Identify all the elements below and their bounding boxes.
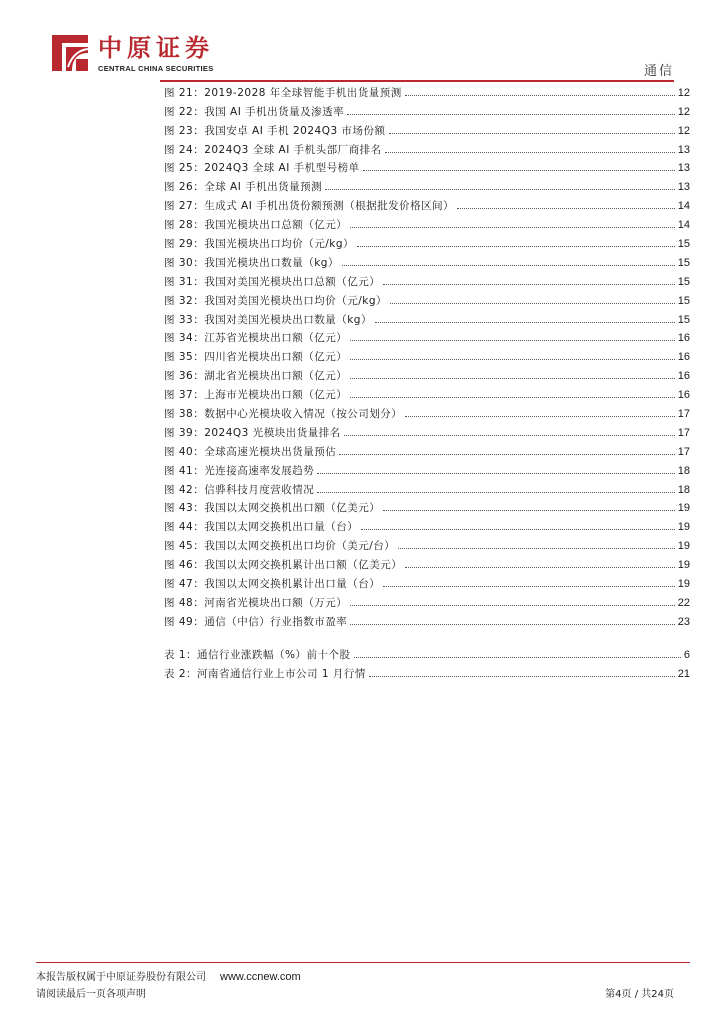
figure-entry-title: 图 34：江苏省光模块出口额（亿元）	[164, 332, 348, 345]
figure-entry-page: 19	[677, 578, 690, 591]
figure-entry-page: 23	[677, 615, 690, 628]
dot-leader	[350, 227, 675, 228]
figure-entry-page: 14	[677, 219, 690, 232]
figure-entry-page: 19	[677, 521, 690, 534]
figure-entry-title: 图 21：2019-2028 年全球智能手机出货量预测	[164, 86, 402, 99]
figure-entry-page: 15	[677, 256, 690, 269]
figure-entry[interactable]	[164, 345, 690, 364]
figure-entry[interactable]	[164, 308, 690, 327]
figure-entry-title: 图 39：2024Q3 光模块出货量排名	[164, 426, 341, 439]
dot-leader	[383, 586, 675, 587]
figure-entry-page: 12	[677, 105, 690, 118]
figure-entry[interactable]	[164, 515, 690, 534]
copyright-text: 本报告版权属于中原证券股份有限公司	[36, 972, 206, 983]
figure-entry-page: 19	[677, 502, 690, 515]
figure-entry[interactable]	[164, 81, 690, 100]
figure-entry[interactable]	[164, 553, 690, 572]
dot-leader	[383, 510, 675, 511]
figure-entry-title: 图 37：上海市光模块出口额（亿元）	[164, 389, 348, 402]
figure-entry-title: 图 30：我国光模块出口数量（kg）	[164, 256, 339, 269]
dot-leader	[363, 170, 675, 171]
figure-entry[interactable]	[164, 364, 690, 383]
dot-leader	[361, 529, 675, 530]
dot-leader	[405, 95, 675, 96]
figure-entry-title: 图 45：我国以太网交换机出口均价（美元/台）	[164, 540, 396, 553]
disclaimer-text: 请阅读最后一页各项声明	[36, 989, 146, 1000]
figure-entry-title: 图 28：我国光模块出口总额（亿元）	[164, 219, 348, 232]
dot-leader	[398, 548, 675, 549]
figure-entry[interactable]	[164, 572, 690, 591]
figure-entry[interactable]	[164, 383, 690, 402]
dot-leader	[369, 676, 675, 677]
dot-leader	[390, 303, 675, 304]
logo-chinese-name: 中原证券	[98, 33, 214, 62]
dot-leader	[325, 189, 675, 190]
dot-leader	[405, 567, 675, 568]
figure-entry-page: 17	[677, 426, 690, 439]
dot-leader	[457, 208, 675, 209]
figure-entry-page: 14	[677, 200, 690, 213]
figure-entry-page: 17	[677, 445, 690, 458]
figure-entry-page: 19	[677, 540, 690, 553]
figure-entry-page: 22	[677, 596, 690, 609]
figure-entry[interactable]	[164, 251, 690, 270]
figure-entry[interactable]	[164, 194, 690, 213]
dot-leader	[317, 492, 675, 493]
page-number: 第4页 / 共24页	[605, 989, 674, 1000]
figure-entry-title: 图 42：信骅科技月度营收情况	[164, 483, 315, 496]
dot-leader	[350, 378, 675, 379]
logo-english-name: CENTRAL CHINA SECURITIES	[98, 64, 214, 73]
figure-entry[interactable]	[164, 213, 690, 232]
figure-entry-page: 13	[677, 162, 690, 175]
figure-entry[interactable]	[164, 100, 690, 119]
figure-entry[interactable]	[164, 421, 690, 440]
figure-entry-title: 图 31：我国对美国光模块出口总额（亿元）	[164, 275, 381, 288]
figure-entry[interactable]	[164, 327, 690, 346]
figure-entry[interactable]	[164, 610, 690, 629]
figure-entry-page: 12	[677, 86, 690, 99]
page-header	[0, 0, 724, 80]
figure-entry-page: 15	[677, 275, 690, 288]
table-entry-page: 6	[683, 648, 690, 661]
table-list	[164, 643, 690, 681]
company-logo-icon	[48, 31, 92, 75]
table-entry-title: 表 1：通信行业涨跌幅（%）前十个股	[164, 648, 351, 661]
industry-label: 通信	[643, 64, 674, 79]
dot-leader	[339, 454, 675, 455]
figure-entry-title: 图 29：我国光模块出口均价（元/kg）	[164, 238, 354, 251]
figure-entry-page: 16	[677, 351, 690, 364]
figure-entry[interactable]	[164, 459, 690, 478]
dot-leader	[350, 605, 675, 606]
figure-entry-title: 图 38：数据中心光模块收入情况（按公司划分）	[164, 408, 403, 421]
figure-entry-page: 18	[677, 483, 690, 496]
figure-entry-title: 图 32：我国对美国光模块出口均价（元/kg）	[164, 294, 387, 307]
table-entry[interactable]	[164, 662, 690, 681]
figure-entry-page: 13	[677, 143, 690, 156]
table-of-contents	[164, 81, 690, 681]
footer-copyright-line	[36, 968, 301, 983]
figure-entry[interactable]	[164, 402, 690, 421]
figure-entry-title: 图 40：全球高速光模块出货量预估	[164, 445, 337, 458]
dot-leader	[350, 624, 675, 625]
figure-entry-page: 18	[677, 464, 690, 477]
table-entry-page: 21	[677, 667, 690, 680]
figure-entry-title: 图 48：河南省光模块出口额（万元）	[164, 596, 348, 609]
dot-leader	[350, 397, 675, 398]
page-footer	[36, 962, 674, 1000]
figure-entry[interactable]	[164, 497, 690, 516]
figure-entry-title: 图 22：我国 AI 手机出货量及渗透率	[164, 105, 345, 118]
figure-entry-title: 图 33：我国对美国光模块出口数量（kg）	[164, 313, 372, 326]
figure-entry-page: 16	[677, 370, 690, 383]
dot-leader	[375, 322, 675, 323]
figure-entry[interactable]	[164, 440, 690, 459]
figure-entry[interactable]	[164, 289, 690, 308]
dot-leader	[385, 152, 675, 153]
figure-entry-page: 15	[677, 294, 690, 307]
dot-leader	[344, 435, 675, 436]
figure-entry-page: 17	[677, 408, 690, 421]
figure-entry[interactable]	[164, 138, 690, 157]
dot-leader	[389, 133, 675, 134]
dot-leader	[347, 114, 675, 115]
dot-leader	[354, 657, 681, 658]
figure-entry[interactable]	[164, 119, 690, 138]
figure-entry-title: 图 41：光连接高速率发展趋势	[164, 464, 315, 477]
figure-entry-page: 15	[677, 238, 690, 251]
figure-entry-page: 13	[677, 181, 690, 194]
figure-entry[interactable]	[164, 175, 690, 194]
dot-leader	[405, 416, 675, 417]
figure-entry-title: 图 44：我国以太网交换机出口量（台）	[164, 521, 359, 534]
figure-entry-page: 16	[677, 332, 690, 345]
table-entry[interactable]	[164, 643, 690, 662]
figure-entry-page: 12	[677, 124, 690, 137]
dot-leader	[317, 473, 675, 474]
figure-entry[interactable]	[164, 591, 690, 610]
figure-entry-title: 图 35：四川省光模块出口额（亿元）	[164, 351, 348, 364]
figure-entry-title: 图 36：湖北省光模块出口额（亿元）	[164, 370, 348, 383]
figure-entry-title: 图 26：全球 AI 手机出货量预测	[164, 181, 323, 194]
figure-entry-title: 图 25：2024Q3 全球 AI 手机型号榜单	[164, 162, 360, 175]
figure-entry-title: 图 43：我国以太网交换机出口额（亿美元）	[164, 502, 381, 515]
dot-leader	[342, 265, 675, 266]
figure-list	[164, 81, 690, 629]
figure-entry-title: 图 49：通信（中信）行业指数市盈率	[164, 615, 348, 628]
figure-entry-page: 15	[677, 313, 690, 326]
figure-entry-page: 16	[677, 389, 690, 402]
figure-entry-page: 19	[677, 559, 690, 572]
figure-entry-title: 图 27：生成式 AI 手机出货份额预测（根据批发价格区间）	[164, 200, 455, 213]
dot-leader	[350, 340, 675, 341]
figure-entry-title: 图 46：我国以太网交换机累计出口额（亿美元）	[164, 559, 403, 572]
figure-entry[interactable]	[164, 534, 690, 553]
table-entry-title: 表 2：河南省通信行业上市公司 1 月行情	[164, 667, 366, 680]
figure-entry[interactable]	[164, 478, 690, 497]
figure-entry-title: 图 23：我国安卓 AI 手机 2024Q3 市场份额	[164, 124, 386, 137]
dot-leader	[350, 359, 675, 360]
figure-entry-title: 图 47：我国以太网交换机累计出口量（台）	[164, 578, 381, 591]
list-gap	[164, 629, 690, 643]
figure-entry-title: 图 24：2024Q3 全球 AI 手机头部厂商排名	[164, 143, 382, 156]
figure-entry[interactable]	[164, 270, 690, 289]
dot-leader	[357, 246, 675, 247]
footer-divider	[36, 962, 690, 963]
dot-leader	[383, 284, 675, 285]
figure-entry[interactable]	[164, 157, 690, 176]
figure-entry[interactable]	[164, 232, 690, 251]
website-link[interactable]: www.ccnew.com	[220, 971, 301, 983]
